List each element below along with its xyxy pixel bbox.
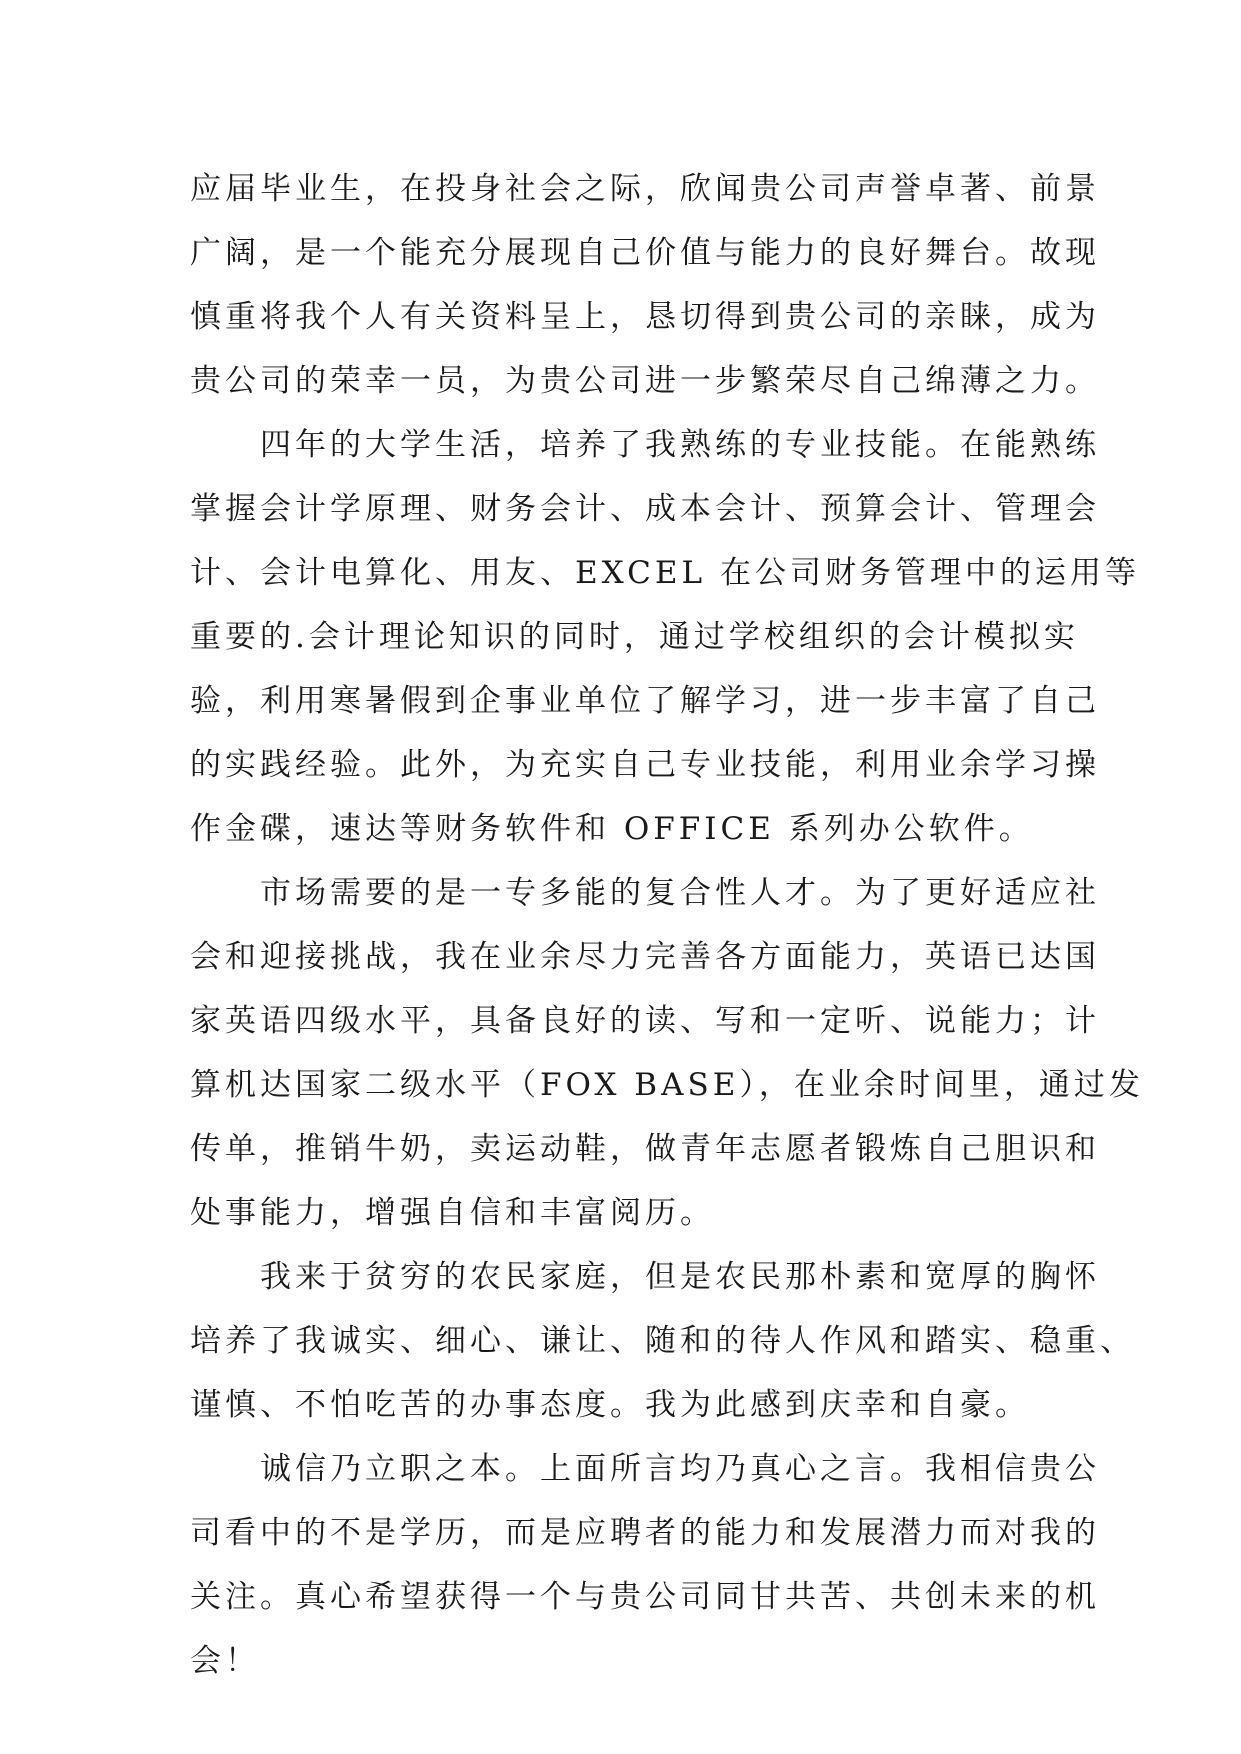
paragraph-line: 家英语四级水平，具备良好的读、写和一定听、说能力；计 bbox=[190, 1003, 1100, 1039]
paragraph-3 bbox=[190, 861, 1144, 1245]
paragraph-line: 作金碟，速达等财务软件和 OFFICE 系列办公软件。 bbox=[190, 811, 1034, 847]
paragraph-line: 四年的大学生活，培养了我熟练的专业技能。在能熟练 bbox=[260, 427, 1100, 463]
paragraph-line: 会！ bbox=[190, 1643, 260, 1679]
paragraph-line: 掌握会计学原理、财务会计、成本会计、预算会计、管理会 bbox=[190, 491, 1100, 527]
paragraph-line: 验，利用寒暑假到企事业单位了解学习，进一步丰富了自己 bbox=[190, 683, 1100, 719]
paragraph-line: 算机达国家二级水平（FOX BASE），在业余时间里，通过发 bbox=[190, 1067, 1144, 1103]
paragraph-1 bbox=[190, 157, 1100, 413]
paragraph-line: 广阔，是一个能充分展现自己价值与能力的良好舞台。故现 bbox=[190, 235, 1100, 271]
paragraph-line: 的实践经验。此外，为充实自己专业技能，利用业余学习操 bbox=[190, 747, 1100, 783]
paragraph-line: 诚信乃立职之本。上面所言均乃真心之言。我相信贵公 bbox=[260, 1451, 1100, 1487]
paragraph-line: 市场需要的是一专多能的复合性人才。为了更好适应社 bbox=[260, 875, 1100, 911]
paragraph-4 bbox=[190, 1245, 1135, 1437]
paragraph-line: 慎重将我个人有关资料呈上，恳切得到贵公司的亲睐，成为 bbox=[190, 299, 1100, 335]
paragraph-line: 贵公司的荣幸一员，为贵公司进一步繁荣尽自己绵薄之力。 bbox=[190, 363, 1100, 399]
paragraph-line: 司看中的不是学历，而是应聘者的能力和发展潜力而对我的 bbox=[190, 1515, 1100, 1551]
paragraph-line: 会和迎接挑战，我在业余尽力完善各方面能力，英语已达国 bbox=[190, 939, 1100, 975]
paragraph-line: 传单，推销牛奶，卖运动鞋，做青年志愿者锻炼自己胆识和 bbox=[190, 1131, 1100, 1167]
paragraph-line: 我来于贫穷的农民家庭，但是农民那朴素和宽厚的胸怀 bbox=[260, 1259, 1100, 1295]
paragraph-2 bbox=[190, 413, 1140, 861]
paragraph-line: 谨慎、不怕吃苦的办事态度。我为此感到庆幸和自豪。 bbox=[190, 1387, 1030, 1423]
paragraph-line: 重要的.会计理论知识的同时，通过学校组织的会计模拟实 bbox=[190, 619, 1079, 655]
paragraph-line: 培养了我诚实、细心、谦让、随和的待人作风和踏实、稳重、 bbox=[190, 1323, 1135, 1359]
paragraph-line: 计、会计电算化、用友、EXCEL 在公司财务管理中的运用等 bbox=[190, 555, 1140, 591]
paragraph-line: 关注。真心希望获得一个与贵公司同甘共苦、共创未来的机 bbox=[190, 1579, 1100, 1615]
paragraph-line: 应届毕业生，在投身社会之际，欣闻贵公司声誉卓著、前景 bbox=[190, 171, 1100, 207]
paragraph-5 bbox=[190, 1437, 1100, 1693]
letter-body bbox=[190, 157, 1144, 1693]
paragraph-line: 处事能力，增强自信和丰富阅历。 bbox=[190, 1195, 715, 1231]
